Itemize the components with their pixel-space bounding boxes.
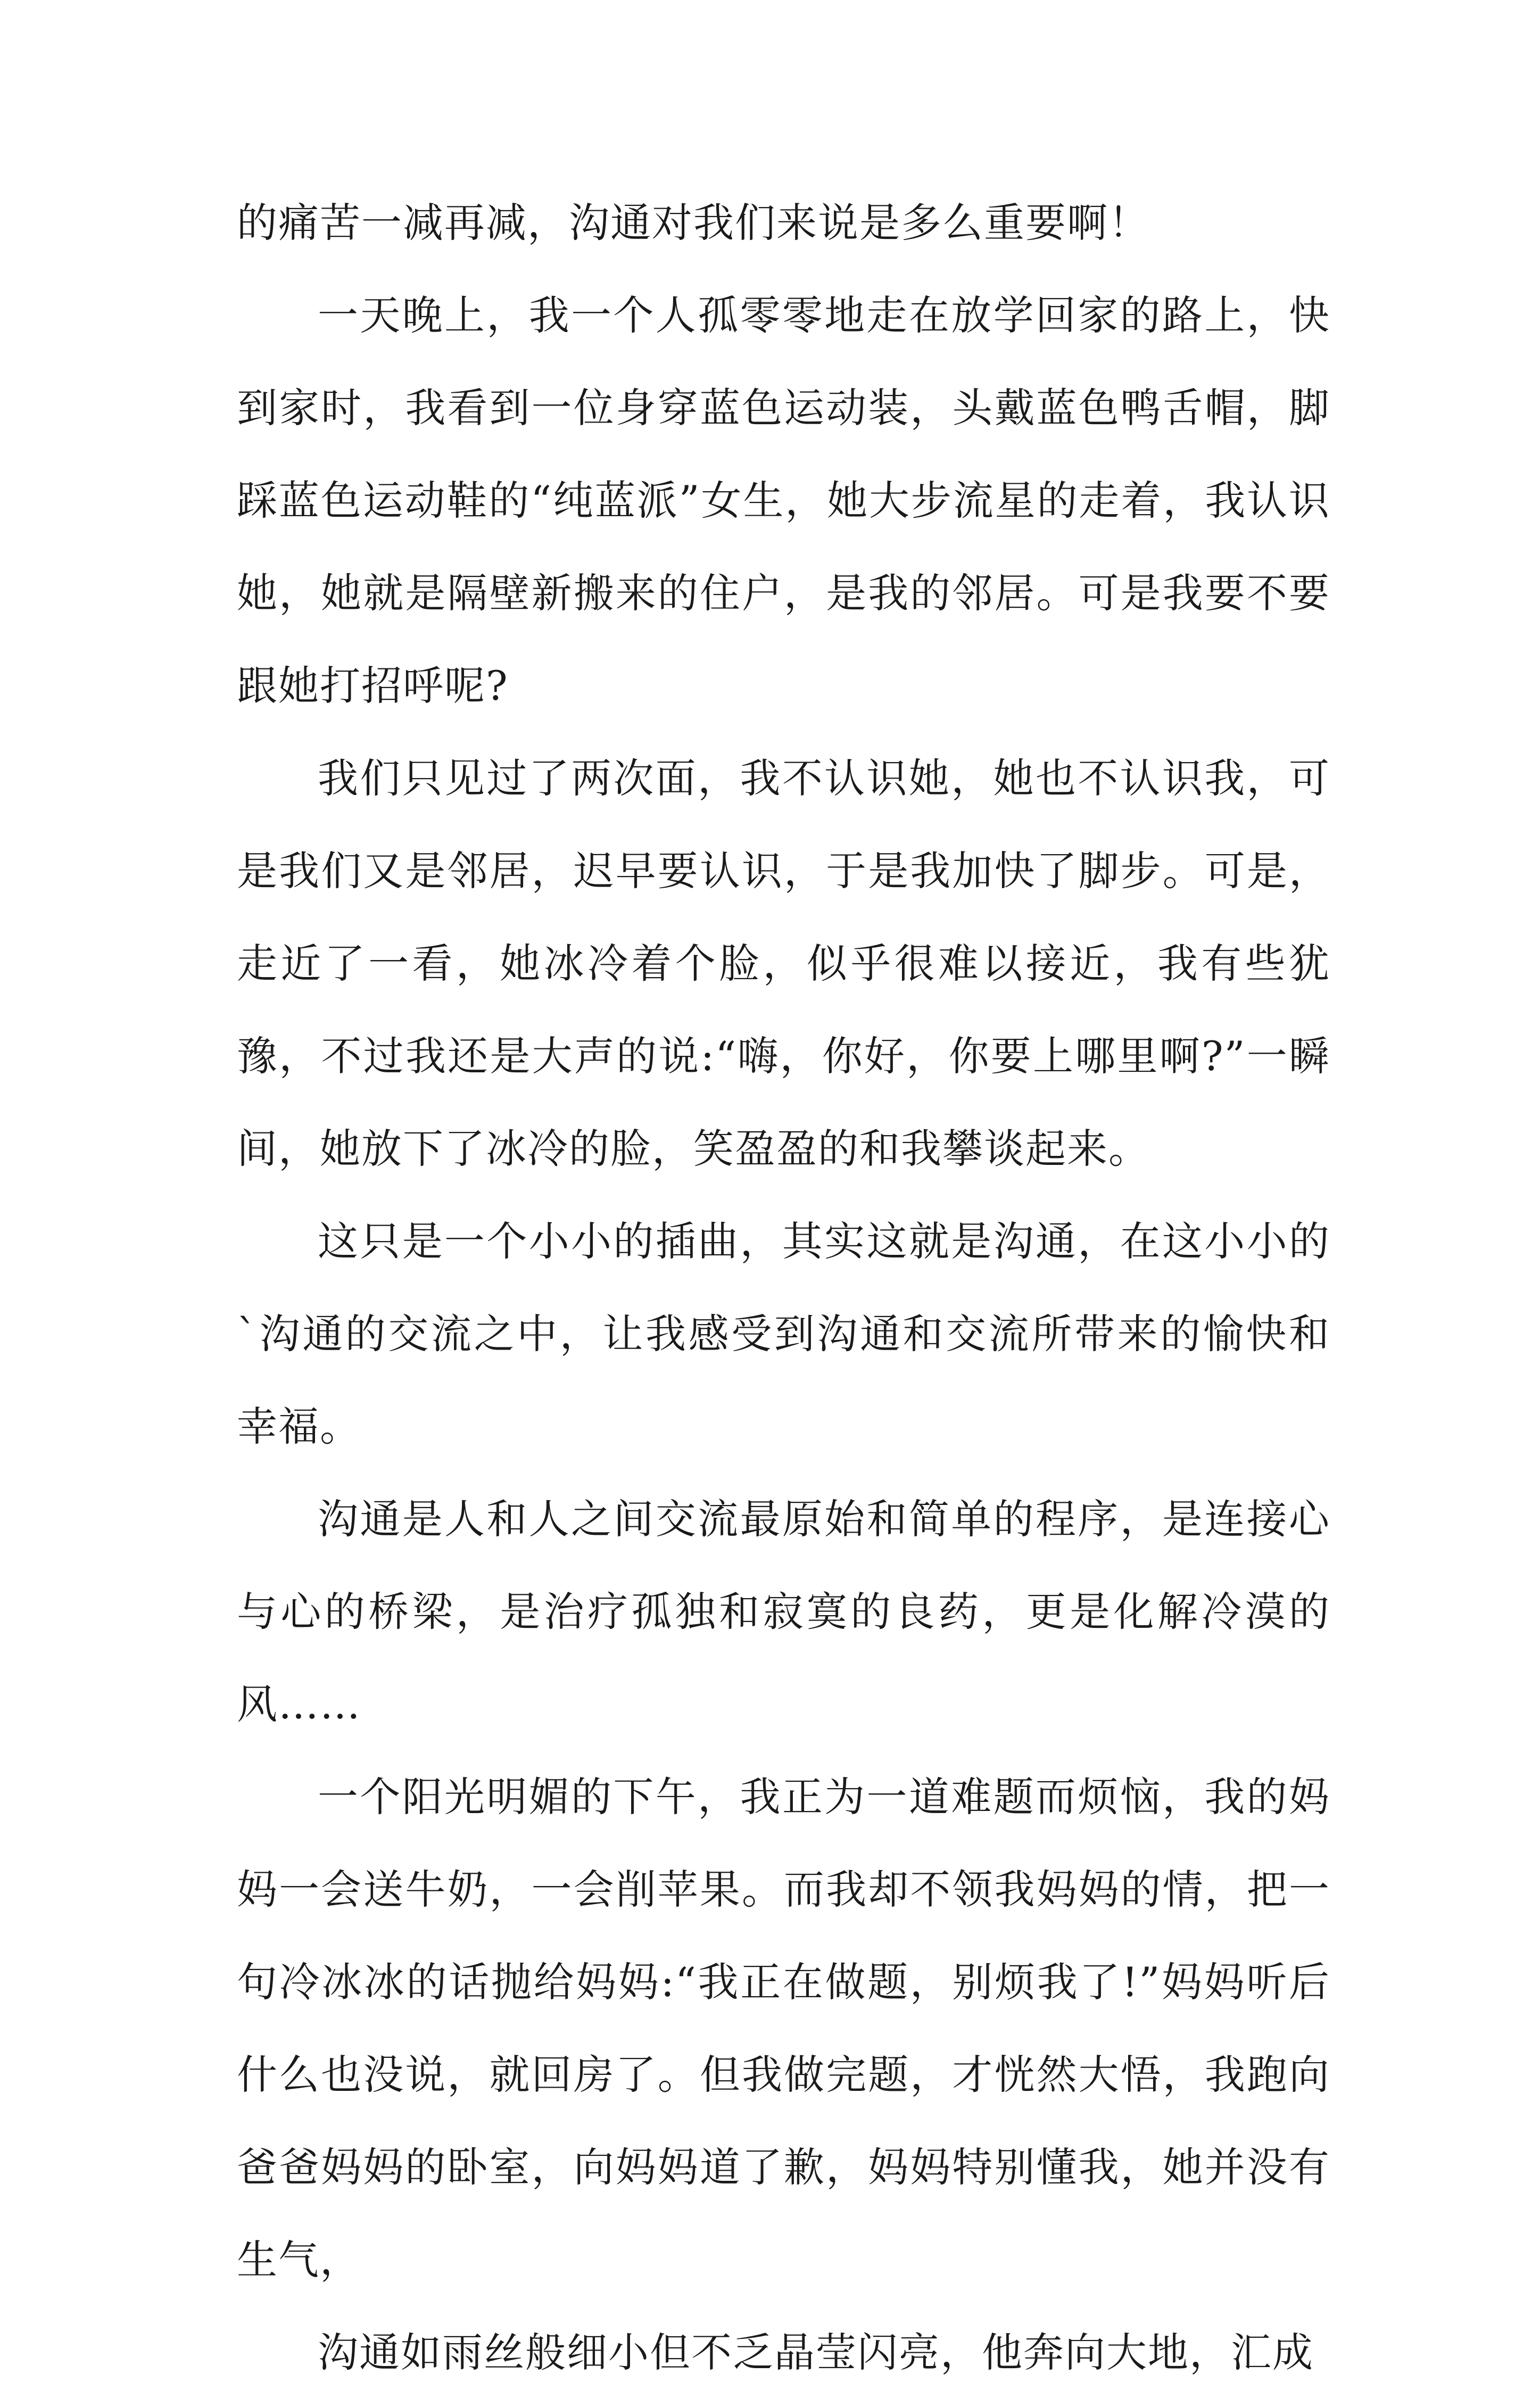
paragraph-1: 的痛苦一减再减，沟通对我们来说是多么重要啊！ (237, 199, 1150, 246)
paragraph-2: 一天晚上，我一个人孤零零地走在放学回家的路上，快到家时，我看到一位身穿蓝色运动装，头戴蓝色鸭舌帽，脚踩蓝色运动鞋的“纯蓝派”女生，她大步流星的走着，我认识她，她就是隔壁新搬来的住户，是我的邻居。可是我要不要跟她打招呼呢? (237, 292, 1330, 709)
paragraph-4: 这只是一个小小的插曲，其实这就是沟通，在这小小的`沟通的交流之中，让我感受到沟通和交流所带来的愉快和幸福。 (237, 1218, 1330, 1450)
paragraph-5: 沟通是人和人之间交流最原始和简单的程序，是连接心与心的桥梁，是治疗孤独和寂寞的良药，更是化解冷漠的风…… (237, 1495, 1330, 1728)
paragraph-7: 沟通如雨丝般细小但不乏晶莹闪亮，他奔向大地，汇成 (318, 2329, 1314, 2376)
paragraph-6: 一个阳光明媚的下午，我正为一道难题而烦恼，我的妈妈一会送牛奶，一会削苹果。而我却不领我妈妈的情，把一句冷冰冰的话抛给妈妈:“我正在做题，别烦我了!”妈妈听后什么也没说，就回房了。但我做完题，才恍然大悟，我跑向爸爸妈妈的卧室，向妈妈道了歉，妈妈特别懂我，她并没有生气， (237, 1773, 1330, 2284)
paragraph-3: 我们只见过了两次面，我不认识她，她也不认识我，可是我们又是邻居，迟早要认识，于是我加快了脚步。可是，走近了一看，她冰冷着个脸，似乎很难以接近，我有些犹豫，不过我还是大声的说:“嗨，你好，你要上哪里啊?”一瞬间，她放下了冰冷的脸，笑盈盈的和我攀谈起来。 (237, 755, 1330, 1172)
body-text (237, 177, 1330, 2399)
